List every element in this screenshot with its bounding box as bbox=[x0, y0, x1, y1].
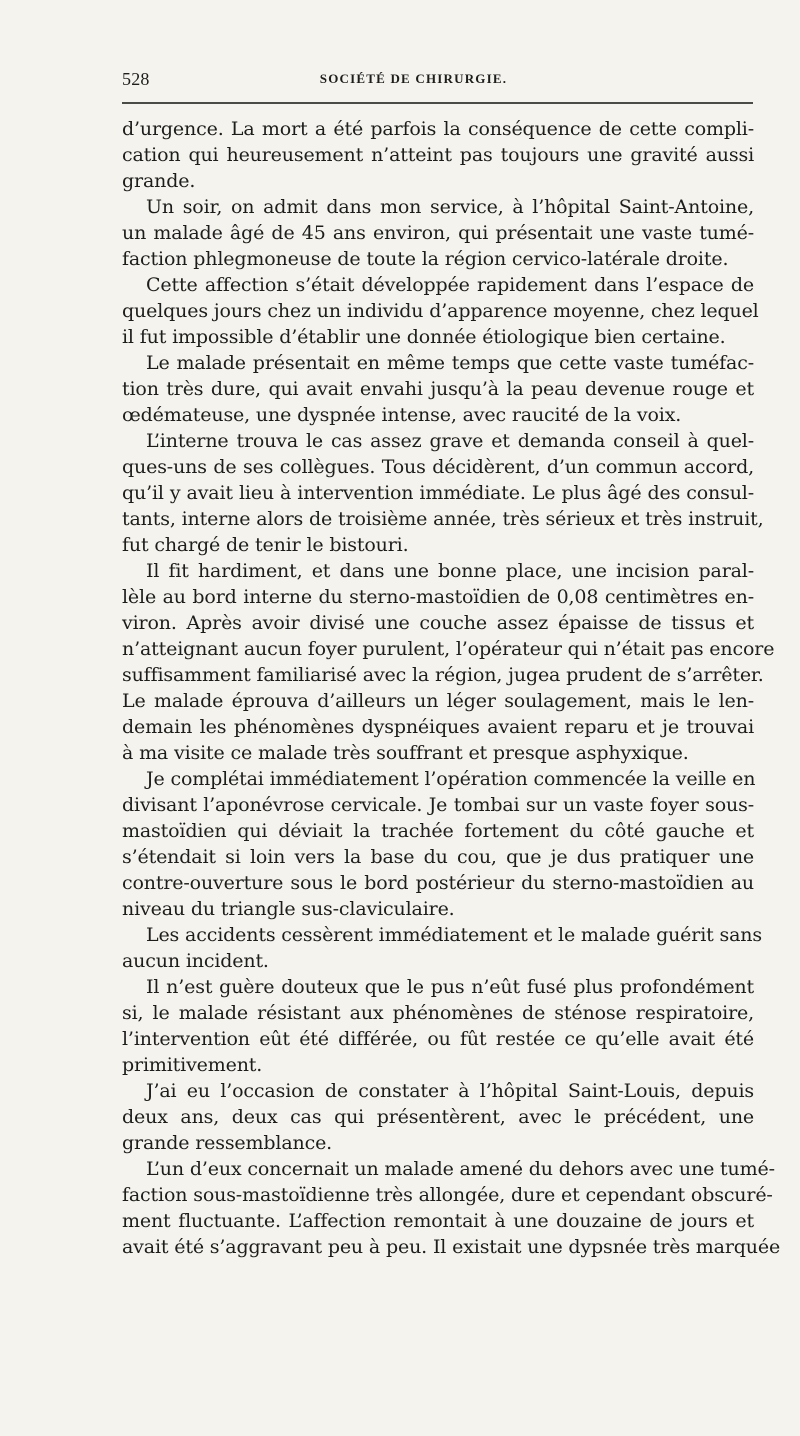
text-line: œdémateuse, une dyspnée intense, avec raucité de la voix. bbox=[122, 404, 682, 426]
body-text bbox=[122, 116, 781, 1260]
paragraph-11 bbox=[122, 1156, 781, 1260]
paragraph-3 bbox=[122, 272, 759, 350]
text-line: s’étendait si loin vers la base du cou, que je dus pratiquer une bbox=[122, 846, 754, 868]
text-line: l’intervention eût été différée, ou fût restée ce qu’elle avait été bbox=[122, 1028, 754, 1050]
text-line: ques-uns de ses collègues. Tous décidèrent, d’un commun accord, bbox=[122, 456, 754, 478]
header-rule bbox=[122, 102, 753, 104]
text-line: d’urgence. La mort a été parfois la conséquence de cette compli- bbox=[122, 118, 754, 140]
text-line: avait été s’aggravant peu à peu. Il existait une dypsnée très marquée bbox=[122, 1236, 781, 1258]
text-line: niveau du triangle sus-claviculaire. bbox=[122, 898, 455, 920]
text-line: primitivement. bbox=[122, 1054, 263, 1076]
text-line: Le malade éprouva d’ailleurs un léger soulagement, mais le len- bbox=[122, 690, 754, 712]
text-line: tants, interne alors de troisième année, très sérieux et très instruit, bbox=[122, 508, 764, 530]
text-line: viron. Après avoir divisé une couche assez épaisse de tissus et bbox=[122, 612, 754, 634]
text-line: Les accidents cessèrent immédiatement et le malade guérit sans bbox=[146, 924, 762, 946]
text-line: fut chargé de tenir le bistouri. bbox=[122, 534, 409, 556]
text-line: L’interne trouva le cas assez grave et demanda conseil à quel- bbox=[146, 430, 754, 452]
page-header bbox=[122, 67, 753, 95]
text-line: faction sous-mastoïdienne très allongée, dure et cependant obscuré- bbox=[122, 1184, 773, 1206]
text-line: il fut impossible d’établir une donnée étiologique bien certaine. bbox=[122, 326, 726, 348]
paragraph-2 bbox=[122, 194, 754, 272]
paragraph-9 bbox=[122, 974, 754, 1078]
text-line: grande. bbox=[122, 170, 196, 192]
page-number: 528 bbox=[122, 69, 150, 89]
text-line: demain les phénomènes dyspnéiques avaient reparu et je trouvai bbox=[122, 716, 754, 738]
text-line: à ma visite ce malade très souffrant et presque asphyxique. bbox=[122, 742, 689, 764]
text-line: L’un d’eux concernait un malade amené du dehors avec une tumé- bbox=[146, 1158, 775, 1180]
text-line: faction phlegmoneuse de toute la région cervico-latérale droite. bbox=[122, 248, 729, 270]
paragraph-5 bbox=[122, 428, 764, 558]
text-line: Il n’est guère douteux que le pus n’eût fusé plus profondément bbox=[146, 976, 754, 998]
text-line: mastoïdien qui déviait la trachée fortement du côté gauche et bbox=[122, 820, 754, 842]
text-line: Cette affection s’était développée rapidement dans l’espace de bbox=[146, 274, 754, 296]
text-line: lèle au bord interne du sterno-mastoïdien de 0,08 centimètres en- bbox=[122, 586, 754, 608]
text-line: contre-ouverture sous le bord postérieur du sterno-mastoïdien au bbox=[122, 872, 754, 894]
text-line: deux ans, deux cas qui présentèrent, avec le précédent, une bbox=[122, 1106, 754, 1128]
text-line: suffisamment familiarisé avec la région, jugea prudent de s’arrêter. bbox=[122, 664, 764, 686]
text-line: n’atteignant aucun foyer purulent, l’opérateur qui n’était pas encore bbox=[122, 638, 775, 660]
text-line: Un soir, on admit dans mon service, à l’hôpital Saint-Antoine, bbox=[146, 196, 754, 218]
text-line: Je complétai immédiatement l’opération commencée la veille en bbox=[146, 768, 756, 790]
text-line: quelques jours chez un individu d’apparence moyenne, chez lequel bbox=[122, 300, 759, 322]
text-line: Il fit hardiment, et dans une bonne place, une incision paral- bbox=[146, 560, 754, 582]
text-line: J’ai eu l’occasion de constater à l’hôpital Saint-Louis, depuis bbox=[146, 1080, 754, 1102]
paragraph-7 bbox=[122, 766, 754, 922]
text-line: ment fluctuante. L’affection remontait à une douzaine de jours et bbox=[122, 1210, 754, 1232]
paragraph-10 bbox=[122, 1078, 754, 1156]
paragraph-6 bbox=[122, 558, 775, 766]
text-line: tion très dure, qui avait envahi jusqu’à la peau devenue rouge et bbox=[122, 378, 754, 400]
paragraph-8 bbox=[122, 922, 762, 974]
text-line: Le malade présentait en même temps que cette vaste tuméfac- bbox=[146, 352, 754, 374]
text-line: qu’il y avait lieu à intervention immédiate. Le plus âgé des consul- bbox=[122, 482, 754, 504]
text-line: divisant l’aponévrose cervicale. Je tombai sur un vaste foyer sous- bbox=[122, 794, 754, 816]
text-line: cation qui heureusement n’atteint pas toujours une gravité aussi bbox=[122, 144, 754, 166]
running-title: SOCIÉTÉ DE CHIRURGIE. bbox=[319, 71, 508, 86]
paragraph-1 bbox=[122, 116, 754, 194]
paragraph-4 bbox=[122, 350, 754, 428]
text-line: grande ressemblance. bbox=[122, 1132, 333, 1154]
text-line: aucun incident. bbox=[122, 950, 269, 972]
text-line: un malade âgé de 45 ans environ, qui présentait une vaste tumé- bbox=[122, 222, 754, 244]
text-line: si, le malade résistant aux phénomènes de sténose respiratoire, bbox=[122, 1002, 754, 1024]
